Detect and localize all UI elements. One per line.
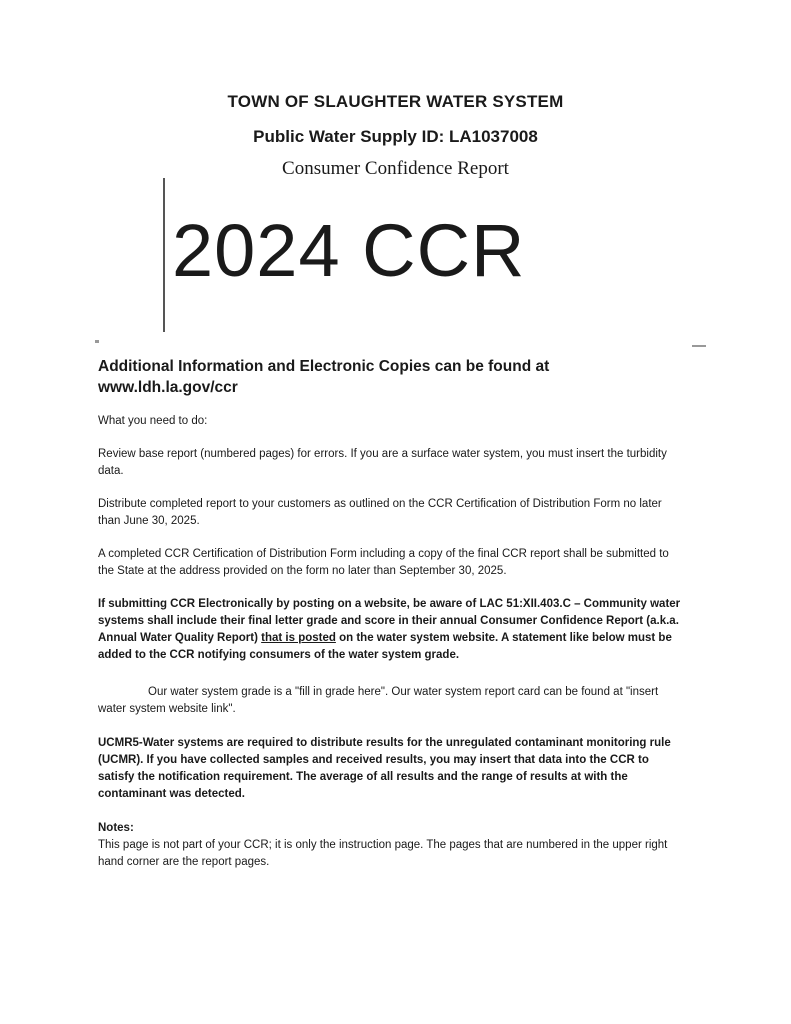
grade-statement: Our water system grade is a "fill in grade here". Our water system report card can be found at "insert water system website link". — [98, 686, 659, 715]
review-paragraph: Review base report (numbered pages) for errors. If you are a surface water system, you must insert the turbidity data. — [98, 448, 667, 477]
big-title: 2024 CCR — [172, 209, 526, 292]
electronic-text-1: If submitting CCR Electronically by posting on a website, be aware of LAC 51:XII.403.C – Community water systems shall include their final letter grade and score in their annual Consumer Confidence Report (a.k.a. Annual Water Quality Report) — [98, 598, 681, 644]
electronic-text-2: on the water system website. A statement like below must be added to the CCR notifying consumers of the water system grade. — [98, 632, 672, 661]
ucmr-paragraph: UCMR5-Water systems are required to distribute results for the unregulated contaminant monitoring rule (UCMR). If you have collected samples and received results, you may insert that data into the CCR to satisfy the notification requirement. The average of all results and the range of results at with the contaminant was detected. — [98, 737, 671, 800]
electronic-posting-paragraph — [98, 596, 686, 664]
info-heading — [98, 356, 658, 398]
scan-speck — [95, 340, 99, 343]
distribute-paragraph: Distribute completed report to your customers as outlined on the CCR Certification of Distribution Form no later than June 30, 2025. — [98, 498, 662, 527]
notes-text: This page is not part of your CCR; it is only the instruction page. The pages that are numbered in the upper right hand corner are the report pages. — [98, 839, 668, 868]
public-water-supply-id: Public Water Supply ID: LA1037008 — [253, 127, 538, 146]
vertical-rule — [163, 178, 165, 332]
system-name: TOWN OF SLAUGHTER WATER SYSTEM — [227, 92, 564, 111]
electronic-underlined-text: that is posted — [261, 632, 336, 644]
info-heading-text: Additional Information and Electronic Copies can be found at — [98, 358, 550, 375]
report-subtitle: Consumer Confidence Report — [282, 158, 509, 179]
certification-paragraph: A completed CCR Certification of Distribution Form including a copy of the final CCR report shall be submitted to the State at the address provided on the form no later than September 30, 2025. — [98, 548, 669, 577]
what-to-do-label: What you need to do: — [98, 415, 208, 427]
notes-label: Notes: — [98, 822, 134, 834]
scan-mark — [692, 345, 706, 347]
ldh-ccr-url: www.ldh.la.gov/ccr — [98, 379, 238, 396]
